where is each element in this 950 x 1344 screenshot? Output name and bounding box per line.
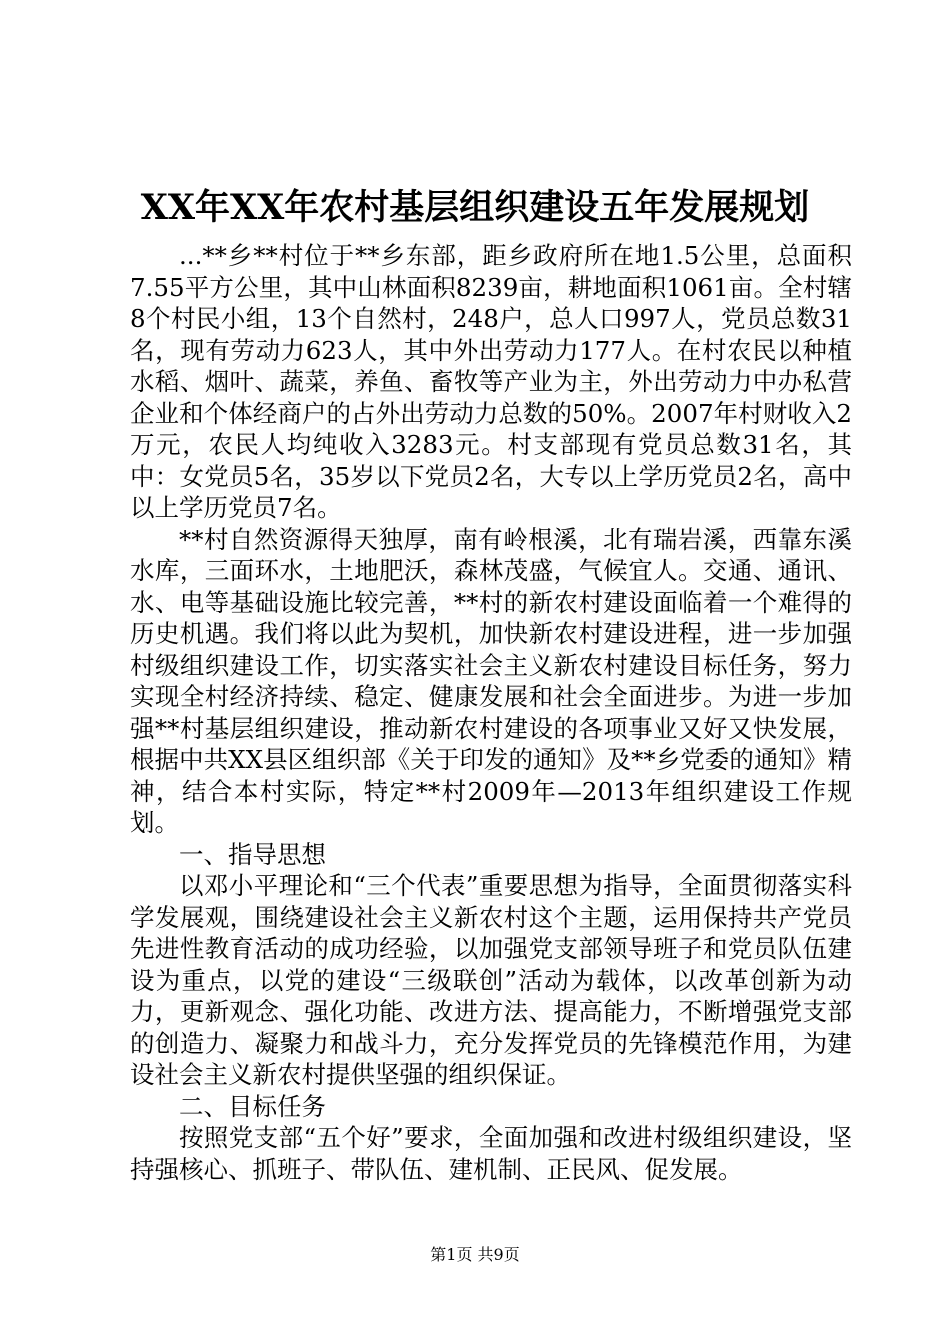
paragraph-guiding-ideology: 以邓小平理论和“三个代表”重要思想为指导，全面贯彻落实科学发展观，围绕建设社会主义新农村这个主题，运用保持共产党员先进性教育活动的成功经验，以加强党支部领导班子和党员队伍建设为重点，以党的建设“三级联创”活动为载体，以改革创新为动力，更新观念、强化功能、改进方法、提高能力，不断增强党支部的创造力、凝聚力和战斗力，充分发挥党员的先锋模范作用，为建设社会主义新农村提供坚强的组织保证。 — [130, 871, 852, 1089]
paragraph-intro: ...**乡**村位于**乡东部，距乡政府所在地1.5公里，总面积7.55平方公里，其中山林面积8239亩，耕地面积1061亩。全村辖8个村民小组，13个自然村，248户，总人口997人，党员总数31名，现有劳动力623人，其中外出劳动力177人。在村农民以种植水稻、烟叶、蔬菜，养鱼、畜牧等产业为主，外出劳动力中办私营企业和个体经商户的占外出劳动力总数的50%。2007年村财收入2万元，农民人均纯收入3283元。村支部现有党员总数31名，其中：女党员5名，35岁以下党员2名，大专以上学历党员2名，高中以上学历党员7名。 — [130, 241, 852, 522]
section-heading-guiding-ideology: 一、指导思想 — [179, 839, 326, 869]
paragraph-resources: **村自然资源得天独厚，南有岭根溪，北有瑞岩溪，西靠东溪水库，三面环水，土地肥沃，森林茂盛，气候宜人。交通、通讯、水、电等基础设施比较完善，**村的新农村建设面临着一个难得的历史机遇。我们将以此为契机，加快新农村建设进程，进一步加强村级组织建设工作，切实落实社会主义新农村建设目标任务，努力实现全村经济持续、稳定、健康发展和社会全面进步。为进一步加强**村基层组织建设，推动新农村建设的各项事业又好又快发展，根据中共XX县区组织部《关于印发的通知》及**乡党委的通知》精神，结合本村实际，特定**村2009年—2013年组织建设工作规划。 — [130, 524, 852, 837]
section-heading-objectives: 二、目标任务 — [179, 1091, 326, 1121]
page-number-footer: 第1页 共9页 — [430, 1245, 520, 1264]
document-body — [130, 240, 852, 1185]
paragraph-objectives: 按照党支部“五个好”要求，全面加强和改进村级组织建设，坚持强核心、抓班子、带队伍、建机制、正民风、促发展。 — [130, 1123, 852, 1184]
document-title: XX年XX年农村基层组织建设五年发展规划 — [140, 187, 810, 228]
